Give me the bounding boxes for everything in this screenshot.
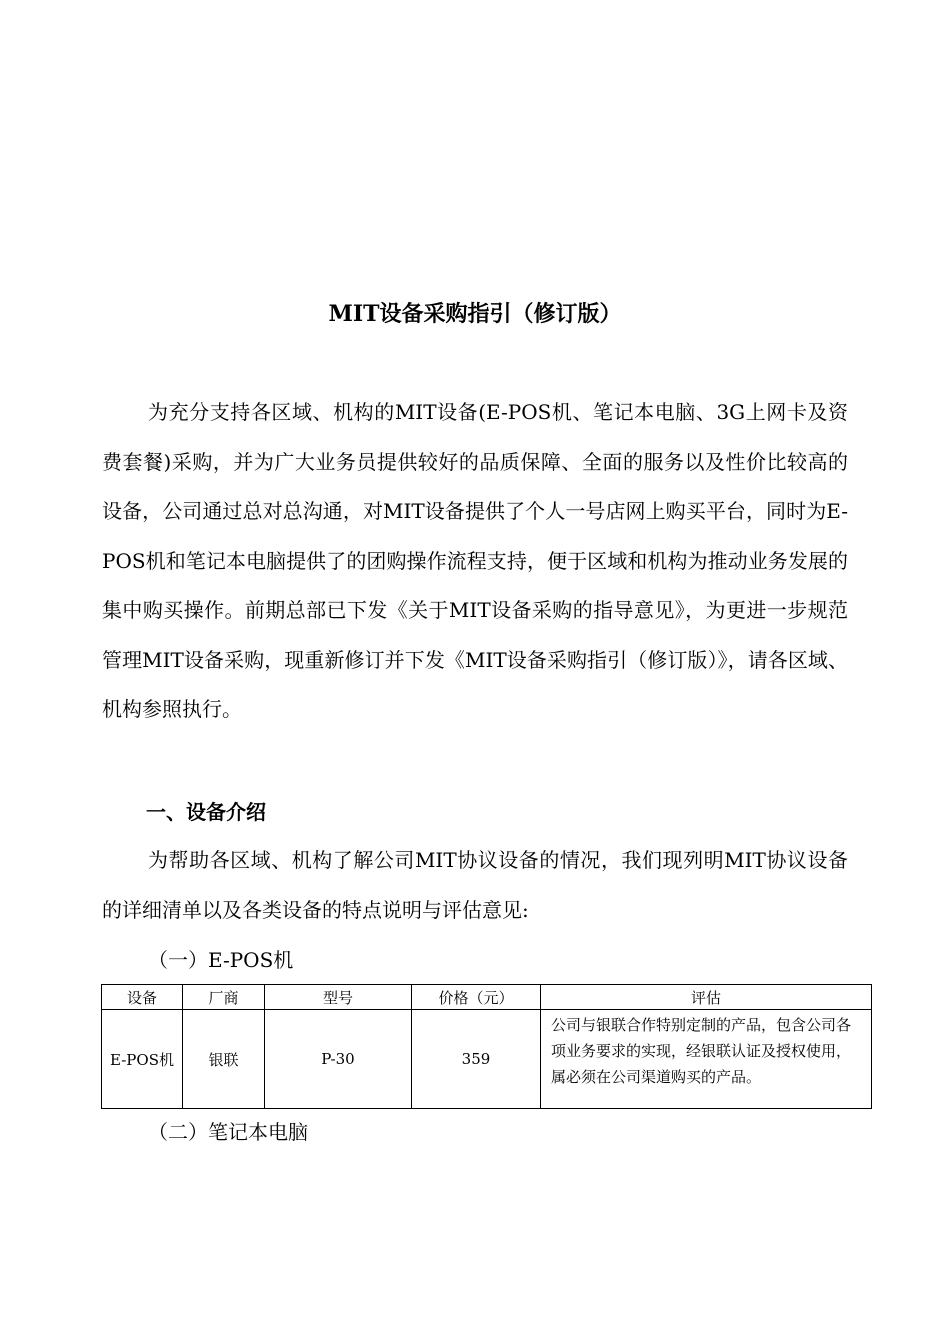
cell-vendor: 银联 <box>183 1010 265 1109</box>
column-header-vendor: 厂商 <box>183 985 265 1010</box>
table-header-row <box>102 985 872 1010</box>
section-paragraph: 为帮助各区域、机构了解公司MIT协议设备的情况，我们现列明MIT协议设备的详细清单以及各类设备的特点说明与评估意见: <box>102 848 848 922</box>
subsection-heading-epos: （一）E-POS机 <box>148 948 294 972</box>
column-header-device: 设备 <box>102 985 183 1010</box>
cell-device: E-POS机 <box>102 1010 183 1109</box>
cell-price: 359 <box>412 1010 541 1109</box>
cell-evaluation: 公司与银联合作特别定制的产品，包含公司各项业务要求的实现，经银联认证及授权使用，属必须在公司渠道购买的产品。 <box>541 1010 872 1109</box>
column-header-price: 价格（元） <box>412 985 541 1010</box>
subsection-heading-laptop: （二）笔记本电脑 <box>148 1120 308 1144</box>
cell-model: P-30 <box>265 1010 412 1109</box>
intro-paragraph: 为充分支持各区域、机构的MIT设备(E-POS机、笔记本电脑、3G上网卡及资费套餐)采购，并为广大业务员提供较好的品质保障、全面的服务以及性价比较高的设备，公司通过总对总沟通，对MIT设备提供了个人一号店网上购买平台，同时为E-POS机和笔记本电脑提供了的团购操作流程支持，便于区域和机构为推动业务发展的集中购买操作。前期总部已下发《关于MIT设备采购的指导意见》，为更进一步规范管理MIT设备采购，现重新修订并下发《MIT设备采购指引（修订版）》，请各区域、机构参照执行。 <box>102 400 848 721</box>
section-heading-equipment: 一、设备介绍 <box>146 800 266 824</box>
column-header-model: 型号 <box>265 985 412 1010</box>
equipment-table <box>101 984 872 1109</box>
document-title: MIT设备采购指引（修订版） <box>328 301 622 327</box>
column-header-evaluation: 评估 <box>541 985 872 1010</box>
table-row <box>102 1010 872 1109</box>
